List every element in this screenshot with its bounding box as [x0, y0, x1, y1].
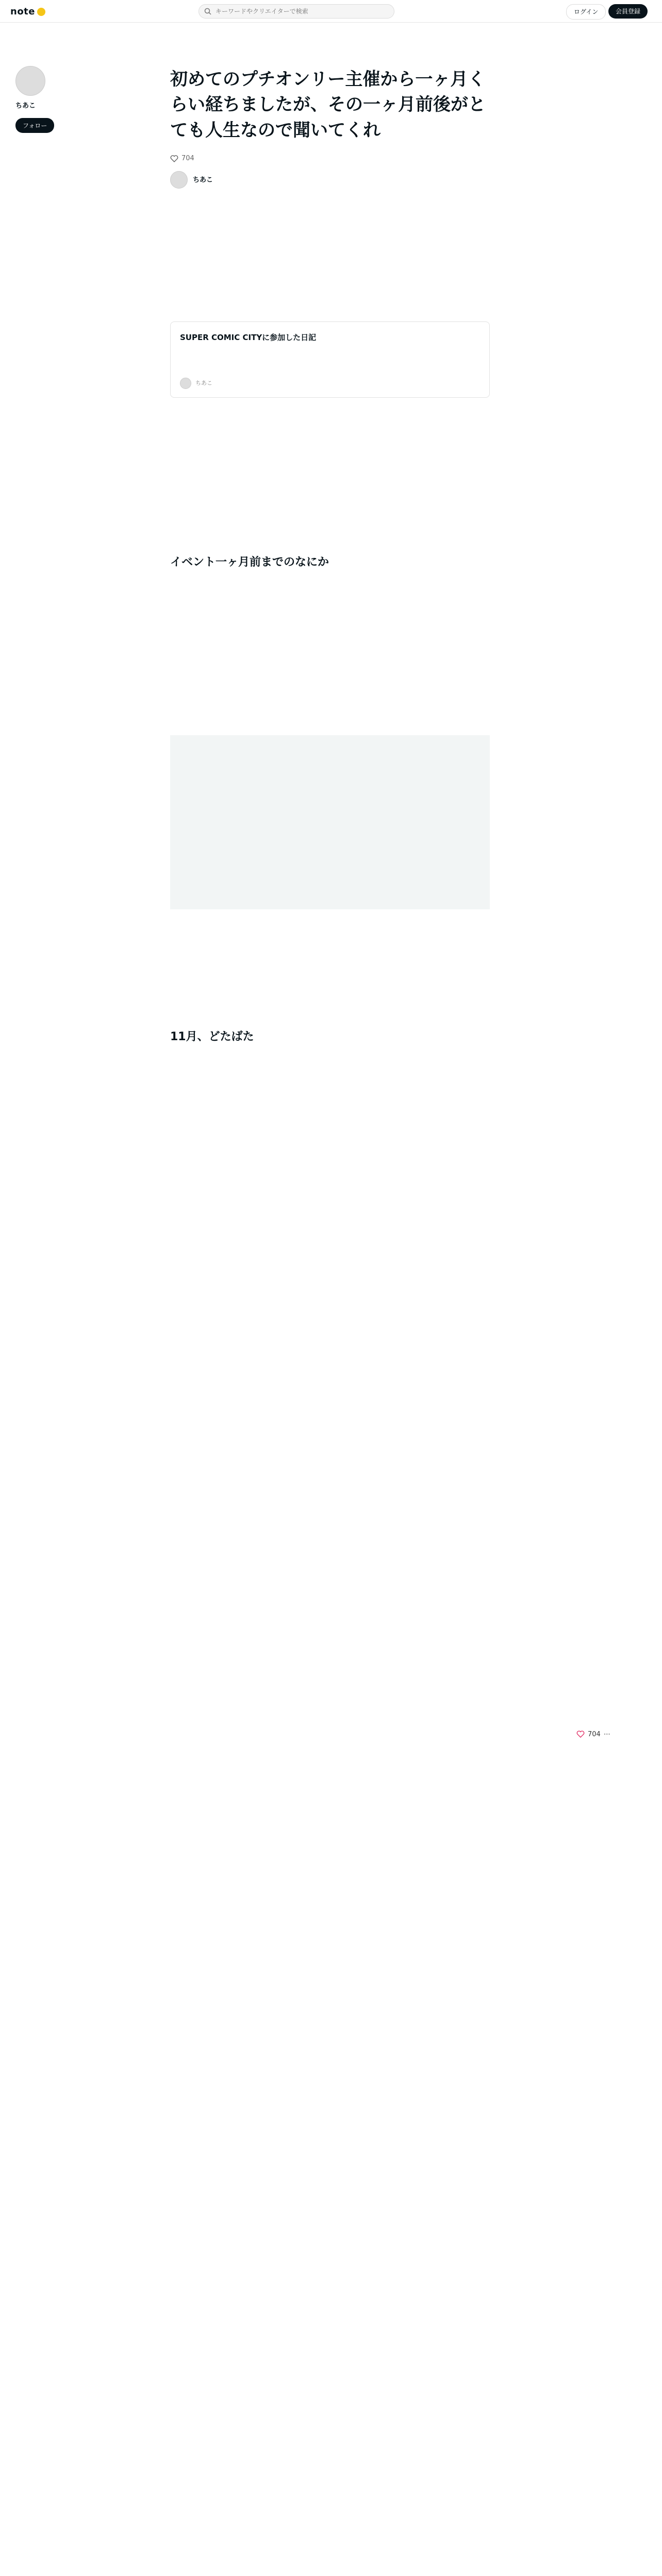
paragraph — [170, 226, 490, 234]
paragraph — [170, 583, 490, 590]
like-count: 704 — [181, 155, 194, 163]
paragraph — [170, 245, 490, 253]
follow-label: フォロー — [23, 122, 47, 129]
paragraph — [170, 1057, 490, 1065]
heart-icon[interactable] — [576, 1730, 585, 1738]
avatar[interactable] — [15, 66, 45, 96]
author-meta — [193, 174, 213, 185]
search-input[interactable] — [214, 7, 387, 15]
paragraph — [170, 678, 490, 686]
paragraph — [170, 412, 490, 420]
paragraph — [170, 1095, 490, 1103]
paragraph — [170, 925, 490, 933]
embed-avatar — [180, 378, 191, 389]
paragraph — [170, 450, 490, 458]
schedule-item — [184, 826, 476, 833]
search-box[interactable] — [198, 4, 394, 19]
paragraph — [170, 431, 490, 439]
paragraph — [170, 963, 490, 971]
schedule-item — [184, 880, 476, 887]
section-heading: 11月、どたばた — [170, 1030, 254, 1044]
paragraph — [170, 640, 490, 648]
logo-badge-icon — [37, 8, 45, 16]
paragraph — [170, 659, 490, 667]
schedule-item — [184, 862, 476, 869]
author-avatar[interactable] — [170, 171, 188, 189]
section-heading: イベント一ヶ月前までのなにか — [170, 556, 329, 569]
embed-footer — [180, 378, 480, 389]
like-row — [170, 155, 490, 163]
embed-title: SUPER COMIC CITYに参加した日記 — [180, 332, 317, 342]
article-title: 初めてのプチオンリー主催から一ヶ月くらい経ちましたが、その一ヶ月前後がとても人生なので聞いてくれ — [170, 69, 486, 141]
schedule-box — [170, 735, 490, 909]
author-card — [15, 61, 129, 133]
schedule-item — [184, 844, 476, 851]
author-row — [170, 171, 490, 189]
floating-like-count: 704 — [588, 1730, 601, 1738]
paragraph — [170, 488, 490, 496]
paragraph — [170, 697, 490, 705]
paragraph — [170, 507, 490, 515]
embed-card[interactable] — [170, 321, 490, 398]
schedule-item — [184, 754, 476, 760]
paragraph — [170, 1001, 490, 1009]
paragraph — [170, 469, 490, 477]
note-logo[interactable] — [10, 6, 45, 17]
paragraph — [170, 302, 490, 310]
schedule-item — [184, 790, 476, 796]
paragraph — [170, 982, 490, 990]
follow-button[interactable] — [15, 118, 54, 133]
article-body — [170, 207, 490, 1103]
search-icon — [204, 8, 211, 15]
paragraph — [170, 527, 490, 534]
paragraph — [170, 716, 490, 724]
paragraph — [170, 264, 490, 272]
paragraph — [170, 602, 490, 609]
paragraph — [170, 944, 490, 952]
embed-desc — [180, 349, 480, 371]
paragraph — [170, 207, 490, 215]
more-icon[interactable]: ⋯ — [603, 1730, 610, 1738]
heart-icon[interactable] — [170, 155, 178, 163]
top-header — [0, 0, 662, 23]
paragraph — [170, 1076, 490, 1084]
schedule-item — [184, 808, 476, 815]
signup-button[interactable]: 会員登録 — [608, 4, 648, 19]
logo-text[interactable]: note — [10, 6, 35, 17]
author-name[interactable]: ちあこ — [193, 176, 213, 184]
schedule-item — [184, 772, 476, 778]
article — [170, 67, 490, 1114]
paragraph — [170, 283, 490, 291]
paragraph — [170, 621, 490, 629]
author-name[interactable]: ちあこ — [15, 102, 36, 110]
floating-like[interactable] — [576, 1730, 610, 1738]
embed-author: ちあこ — [195, 379, 212, 386]
login-button[interactable]: ログイン — [566, 4, 606, 20]
